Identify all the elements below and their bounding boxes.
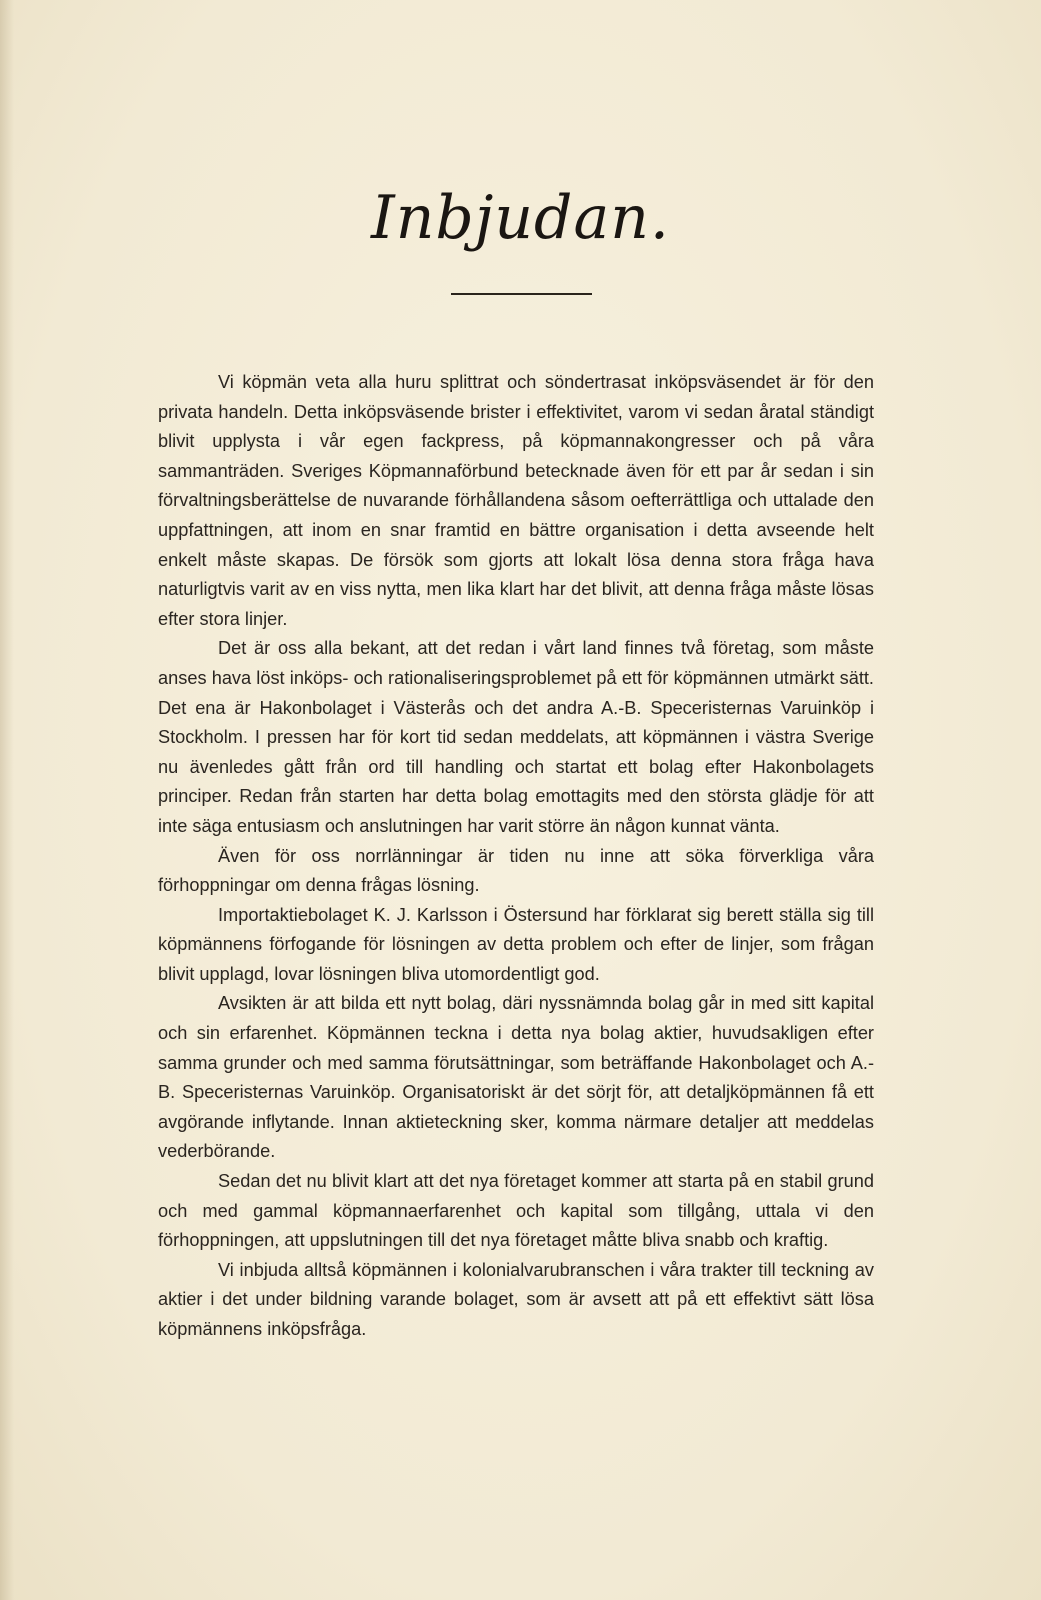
document-title: Inbjudan. [371,183,670,253]
title-underline-rule [451,293,592,295]
paragraph-5: Avsikten är att bilda ett nytt bolag, däri nyssnämnda bolag går in med sitt kapital och sin erfarenhet. Köpmännen teckna i detta nya bolag aktier, huvudsakligen efter samma grunder och med samma förutsättningar, som beträffande Hakonbolaget och A.-B. Speceristernas Varuinköp. Organisatoriskt är det sörjt för, att detaljköpmännen få ett avgörande inflytande. Innan aktieteckning sker, komma närmare detaljer att meddelas vederbörande. [158,993,874,1162]
paragraph-1: Vi köpmän veta alla huru splittrat och söndertrasat inköpsväsendet är för den privata handeln. Detta inköpsväsende brister i effektivitet, varom vi sedan åratal ständigt blivit upplysta i vår egen fackpress, på köpmannakongresser och på våra sammanträden. Sveriges Köpmannaförbund betecknade även för ett par år sedan i sin förvaltningsberättelse de nuvarande förhållandena såsom oefterrättliga och uttalade den uppfattningen, att inom en snar framtid en bättre organisation i detta avseende helt enkelt måste skapas. De försök som gjorts att lokalt lösa denna stora fråga hava naturligtvis varit av en viss nytta, men lika klart har det blivit, att denna fråga måste lösas efter stora linjer. [158,372,874,629]
document-body [158,368,874,1345]
paragraph-4: Importaktiebolaget K. J. Karlsson i Östersund har förklarat sig berett ställa sig till köpmännens förfogande för lösningen av detta problem och efter de linjer, som frågan blivit upplagd, lovar lösningen bliva utomordentligt god. [158,904,874,984]
paragraph-7: Vi inbjuda alltså köpmännen i kolonialvarubranschen i våra trakter till teckning av aktier i det under bildning varande bolaget, som är avsett att på ett effektivt sätt lösa köpmännens inköpsfråga. [158,1259,874,1339]
paragraph-6: Sedan det nu blivit klart att det nya företaget kommer att starta på en stabil grund och med gammal köpmannaerfarenhet och kapital som tillgång, uttala vi den förhoppningen, att uppslutningen till det nya företaget måtte bliva snabb och kraftig. [158,1171,874,1251]
paragraph-2: Det är oss alla bekant, att det redan i vårt land finnes två företag, som måste anses hava löst inköps- och rationaliseringsproblemet på ett för köpmännen utmärkt sätt. Det ena är Hakonbolaget i Västerås och det andra A.-B. Speceristernas Varuinköp i Stockholm. I pressen har för kort tid sedan meddelats, att köpmännen i västra Sverige nu ävenledes gått från ord till handling och startat ett bolag efter Hakonbolagets principer. Redan från starten har detta bolag emottagits med den största glädje för att inte säga entusiasm och anslutningen har varit större än någon kunnat vänta. [158,638,874,836]
paragraph-3: Även för oss norrlänningar är tiden nu inne att söka förverkliga våra förhoppningar om denna frågas lösning. [158,845,874,896]
